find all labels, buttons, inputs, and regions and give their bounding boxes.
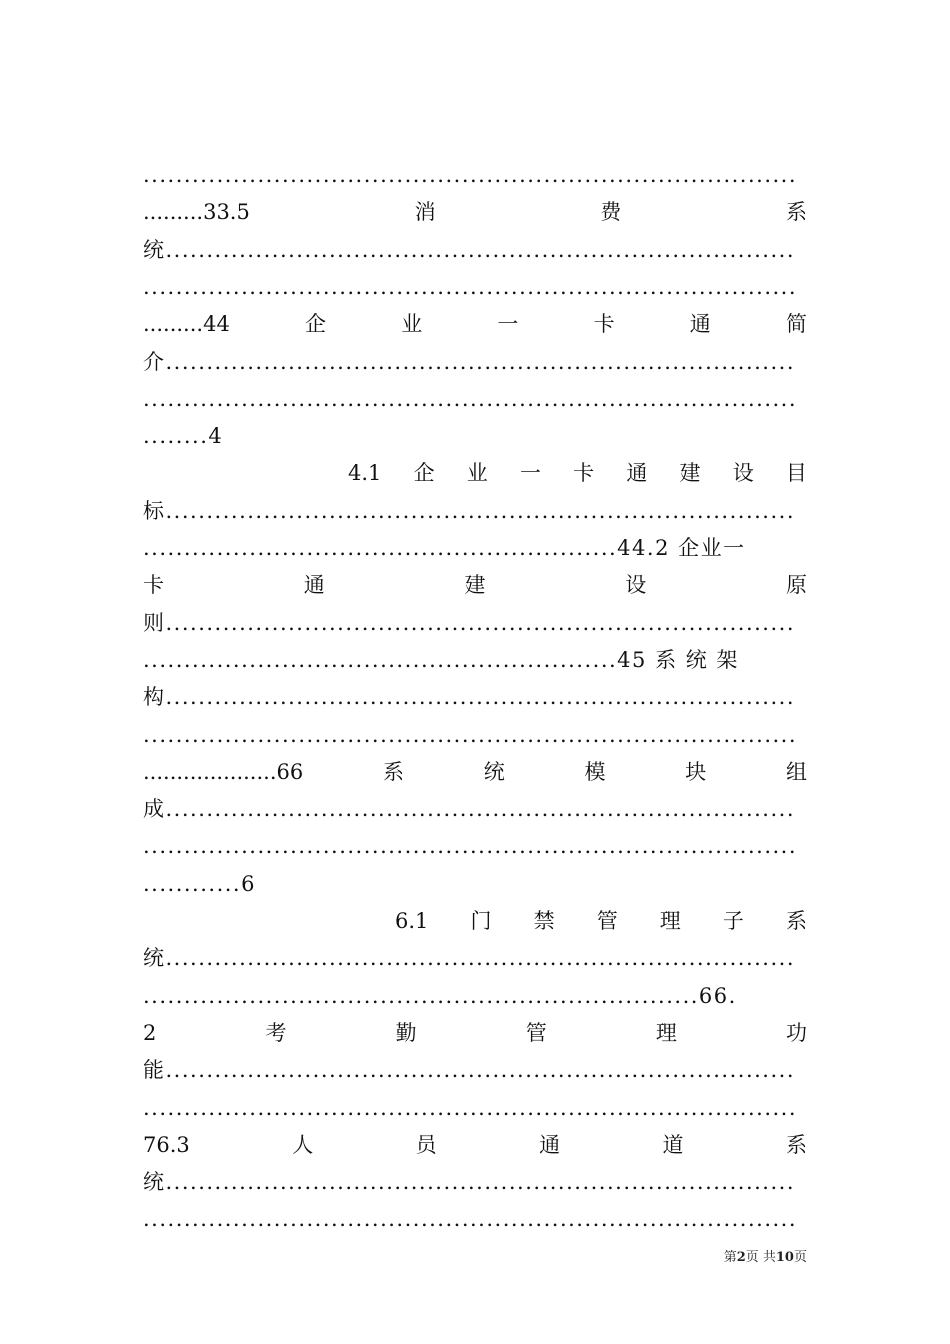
footer-total-pages: 10 <box>775 1250 794 1265</box>
toc-token: 建 <box>464 573 486 598</box>
toc-token: 4.1 <box>348 461 382 486</box>
toc-token: 卡 <box>143 573 164 598</box>
toc-line: ................................................................................ <box>143 834 798 859</box>
toc-line: ................................................................................ <box>143 1095 798 1120</box>
toc-token: 子 <box>722 909 744 933</box>
toc-token: 禁 <box>533 909 555 933</box>
toc-token: 2 <box>143 1020 157 1045</box>
toc-token: 员 <box>415 1132 437 1157</box>
toc-token: 卡 <box>573 461 595 486</box>
toc-token: 一 <box>519 461 541 486</box>
toc-token: 建 <box>679 461 701 486</box>
toc-token: 通 <box>689 312 711 337</box>
toc-token: 76.3 <box>143 1132 190 1157</box>
toc-line: 能............................................................................. <box>143 1058 795 1083</box>
toc-token: 系 <box>786 200 807 225</box>
toc-token: .........44 <box>143 312 230 337</box>
toc-line: ....................................................................66. <box>143 983 737 1008</box>
toc-token: 原 <box>786 573 807 598</box>
toc-token: 通 <box>303 573 325 598</box>
toc-line: ................................................................................ <box>143 274 798 299</box>
toc-line: ........4 <box>143 424 224 449</box>
toc-token: 门 <box>470 909 492 933</box>
toc-line: ............6 <box>143 871 256 896</box>
toc-line: 则............................................................................. <box>143 610 795 635</box>
toc-line <box>395 906 807 936</box>
toc-line: 统............................................................................. <box>143 237 795 262</box>
toc-token: 模 <box>584 759 606 784</box>
toc-line <box>143 1018 807 1048</box>
toc-line: 构............................................................................. <box>143 685 795 710</box>
toc-line: ................................................................................ <box>143 163 798 187</box>
toc-token: 业 <box>466 461 488 486</box>
toc-token: 企 <box>413 461 435 486</box>
toc-line: ................................................................................ <box>143 722 798 747</box>
toc-token: 勤 <box>395 1020 417 1045</box>
toc-token: 设 <box>625 573 647 598</box>
toc-token: 系 <box>785 1132 807 1157</box>
toc-token: 费 <box>600 200 622 225</box>
toc-line <box>143 309 807 339</box>
footer-suffix: 页 <box>793 1250 807 1265</box>
toc-line <box>348 458 807 488</box>
toc-line: ................................................................................ <box>143 386 798 411</box>
toc-token: 功 <box>786 1020 807 1045</box>
toc-token: 业 <box>401 312 423 337</box>
toc-line: ..........................................................45 系 统 架 <box>143 647 739 672</box>
toc-token: 管 <box>525 1020 547 1045</box>
toc-line: 统............................................................................. <box>143 1170 795 1195</box>
toc-token: 人 <box>292 1132 314 1157</box>
toc-token: 块 <box>685 759 707 784</box>
toc-line: 成............................................................................. <box>143 797 795 822</box>
toc-token: 通 <box>539 1132 561 1157</box>
toc-token: 道 <box>662 1132 684 1157</box>
page-footer <box>724 1246 807 1265</box>
toc-line <box>143 757 807 787</box>
toc-token: 6.1 <box>395 909 429 933</box>
toc-line: 介............................................................................. <box>143 349 795 374</box>
toc-token: 卡 <box>593 312 615 337</box>
toc-token: 系 <box>382 759 404 784</box>
toc-token: .........33.5 <box>143 200 250 225</box>
toc-token: 系 <box>785 909 807 933</box>
footer-middle: 页 共 <box>745 1250 776 1265</box>
toc-token: 一 <box>497 312 519 337</box>
toc-token: 通 <box>626 461 648 486</box>
toc-token: 组 <box>785 759 807 784</box>
toc-line <box>143 1130 807 1160</box>
toc-token: 简 <box>785 312 807 337</box>
toc-token: 理 <box>659 909 681 933</box>
toc-token: 消 <box>414 200 436 225</box>
toc-line: 统............................................................................. <box>143 946 795 971</box>
toc-token: ....................66 <box>143 759 304 784</box>
toc-line <box>143 570 807 600</box>
footer-prefix: 第 <box>723 1250 737 1265</box>
toc-line <box>143 197 807 227</box>
toc-line: 标............................................................................. <box>143 498 795 523</box>
toc-token: 设 <box>732 461 754 486</box>
toc-token: 目 <box>785 461 807 486</box>
toc-token: 管 <box>596 909 618 933</box>
toc-token: 考 <box>265 1020 287 1045</box>
toc-line: ................................................................................ <box>143 1207 798 1232</box>
footer-current-page: 2 <box>736 1250 746 1265</box>
toc-token: 企 <box>305 312 326 337</box>
toc-token: 理 <box>655 1020 677 1045</box>
toc-line: ..........................................................44.2 企业一 <box>143 536 746 560</box>
toc-token: 统 <box>483 759 505 784</box>
